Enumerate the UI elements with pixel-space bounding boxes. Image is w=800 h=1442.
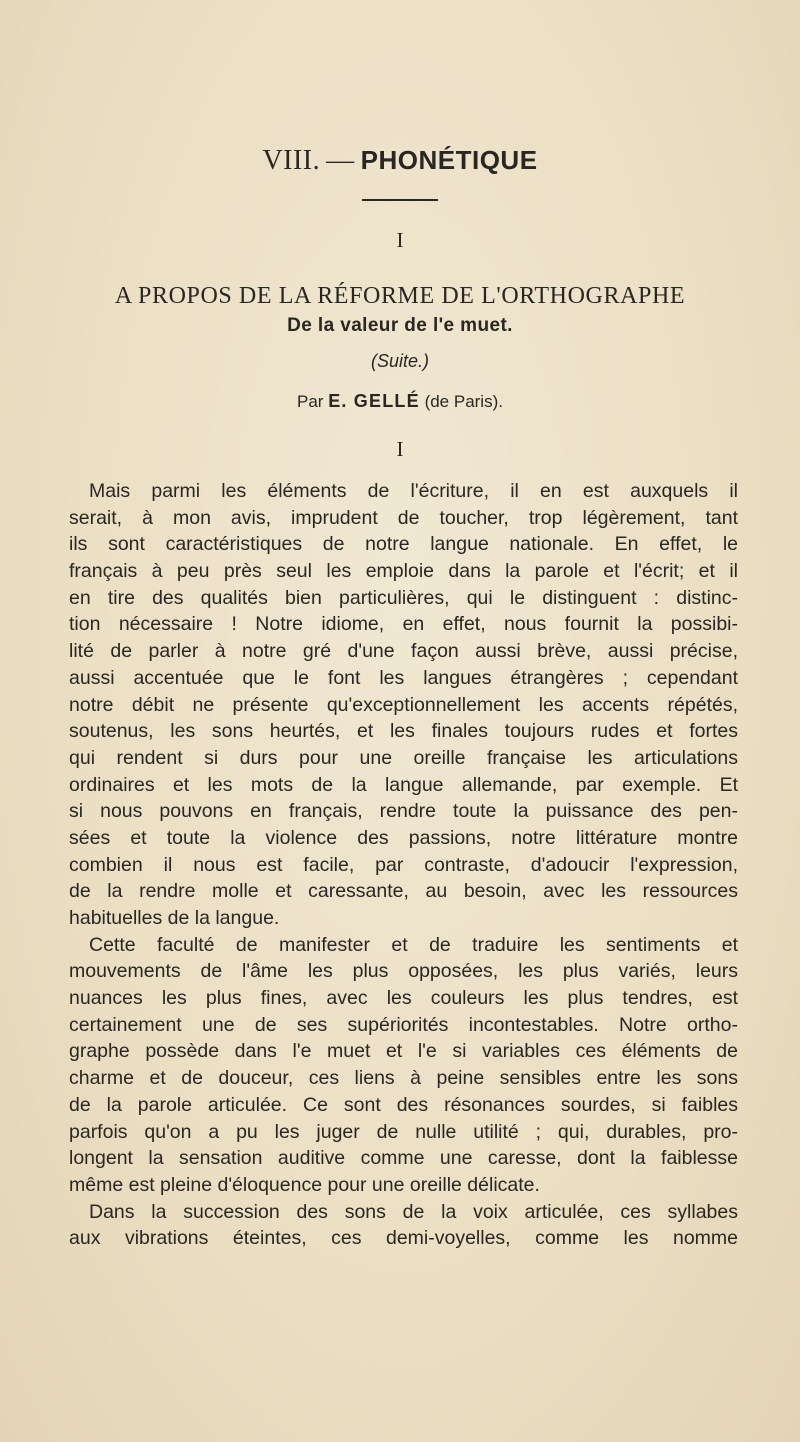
text-line: ordinaires et les mots de la langue allemande, par exemple. Et <box>69 773 738 796</box>
text-line: parfois qu'on a pu les juger de nulle utilité ; qui, durables, pro- <box>69 1120 738 1143</box>
text-line: aussi accentuée que le font les langues étrangères ; cependant <box>69 666 738 689</box>
text-line: ils sont caractéristiques de notre langue nationale. En effet, le <box>69 533 738 556</box>
section-numeral: I <box>396 437 404 461</box>
text-line: charme et de douceur, ces liens à peine sensibles entre les sons <box>69 1067 738 1090</box>
text-line: si nous pouvons en français, rendre toute la puissance des pen- <box>69 800 738 823</box>
text-line: sées et toute la violence des passions, notre littérature montre <box>69 826 738 849</box>
section-number: VIII. <box>262 145 321 176</box>
text-line: mouvements de l'âme les plus opposées, les plus variés, leurs <box>69 960 738 983</box>
body-text <box>69 478 738 1252</box>
text-line: lité de parler à notre gré d'une façon aussi brève, aussi précise, <box>69 640 738 663</box>
text-line: en tire des qualités bien particulières, qui le distinguent : distinc- <box>69 586 738 609</box>
text-line: notre débit ne présente qu'exceptionnellement les accents répétés, <box>69 693 738 716</box>
text-line: aux vibrations éteintes, ces demi-voyelles, comme les nomme <box>69 1227 738 1250</box>
text-line: serait, à mon avis, imprudent de toucher, trop légèrement, tant <box>69 506 738 529</box>
text-line: tion nécessaire ! Notre idiome, en effet, nous fournit la possibi- <box>69 613 738 636</box>
heading-rule <box>362 199 438 201</box>
text-line: Mais parmi les éléments de l'écriture, il en est auxquels il <box>89 480 738 502</box>
byline-prefix: Par <box>297 392 324 411</box>
text-line: nuances les plus fines, avec les couleurs les plus tendres, est <box>69 987 738 1010</box>
text-line: Dans la succession des sons de la voix articulée, ces syllabes <box>89 1200 738 1223</box>
text-line: Cette faculté de manifester et de traduire les sentiments et <box>89 933 738 956</box>
text-line: graphe possède dans l'e muet et l'e si variables ces éléments de <box>69 1040 738 1063</box>
text-line: de la rendre molle et caressante, au besoin, avec les ressources <box>69 880 738 903</box>
text-line: qui rendent si durs pour une oreille française les articulations <box>69 746 738 769</box>
byline-author: E. GELLÉ <box>328 391 420 411</box>
text-line: français à peu près seul les emploie dans la parole et l'écrit; et il <box>69 560 738 583</box>
article-title: A PROPOS DE LA RÉFORME DE L'ORTHOGRAPHE <box>114 283 686 309</box>
section-dash: — <box>326 145 355 176</box>
article-subtitle: De la valeur de l'e muet. <box>287 315 513 336</box>
text-line: combien il nous est facile, par contraste, d'adoucir l'expression, <box>69 853 738 876</box>
text-line: certainement une de ses supériorités incontestables. Notre ortho- <box>69 1013 738 1036</box>
text-line: soutenus, les sons heurtés, et les finales toujours rudes et fortes <box>69 720 738 743</box>
byline <box>0 390 800 413</box>
section-heading <box>0 143 800 178</box>
text-line: habituelles de la langue. <box>69 907 280 929</box>
text-line: longent la sensation auditive comme une caresse, dont la faiblesse <box>69 1147 738 1170</box>
chapter-numeral: I <box>396 228 404 252</box>
byline-affiliation: (de Paris). <box>424 392 503 411</box>
section-title: PHONÉTIQUE <box>360 145 538 175</box>
continuation-note: (Suite.) <box>370 351 430 371</box>
text-line: même est pleine d'éloquence pour une oreille délicate. <box>69 1173 540 1196</box>
text-line: de la parole articulée. Ce sont des résonances sourdes, si faibles <box>69 1093 738 1116</box>
